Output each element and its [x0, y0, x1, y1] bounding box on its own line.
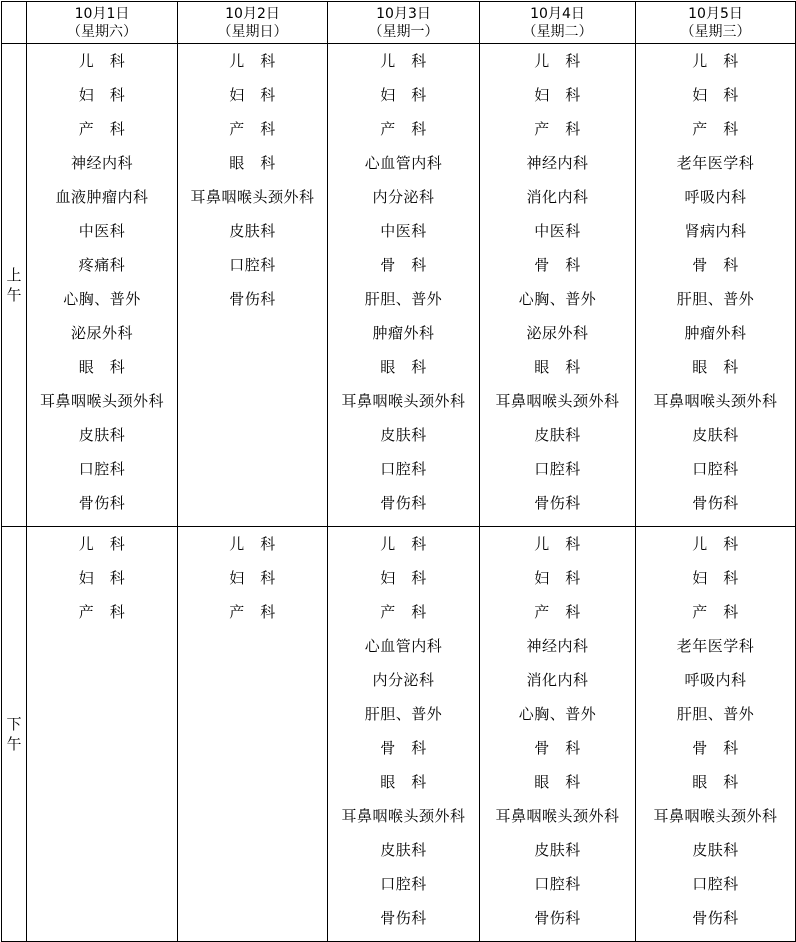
department-entry: 血液肿瘤内科	[55, 188, 149, 206]
department-entry: 骨 科	[534, 256, 581, 274]
department-entry: 骨伤科	[692, 494, 739, 512]
afternoon-cell-day-4	[480, 527, 636, 942]
department-entry: 消化内科	[526, 671, 589, 689]
department-entry: 产 科	[229, 120, 276, 138]
department-entry: 口腔科	[692, 875, 739, 893]
afternoon-row	[2, 527, 796, 942]
department-entry: 妇 科	[534, 86, 581, 104]
department-entry: 妇 科	[229, 569, 276, 587]
morning-cell-day-1	[27, 44, 178, 527]
department-entry: 神经内科	[70, 154, 133, 172]
department-entry: 妇 科	[692, 569, 739, 587]
day-weekday: （星期六）	[67, 23, 137, 40]
department-entry: 内分泌科	[372, 188, 435, 206]
department-entry: 妇 科	[380, 569, 427, 587]
department-entry: 耳鼻咽喉头颈外科	[653, 807, 778, 825]
department-entry: 骨 科	[534, 739, 581, 757]
department-entry: 老年医学科	[676, 154, 755, 172]
day-header-1	[27, 2, 178, 44]
department-entry: 妇 科	[78, 86, 126, 104]
department-entry: 耳鼻咽喉头颈外科	[341, 392, 466, 410]
department-entry: 眼 科	[534, 358, 581, 376]
department-entry: 眼 科	[692, 773, 739, 791]
period-label-afternoon	[2, 527, 27, 942]
department-entry: 眼 科	[380, 358, 427, 376]
department-entry: 皮肤科	[380, 841, 427, 859]
department-entry: 儿 科	[380, 535, 427, 553]
department-entry: 老年医学科	[676, 637, 755, 655]
department-entry: 中医科	[534, 222, 581, 240]
department-entry: 骨伤科	[380, 909, 427, 927]
day-weekday: （星期三）	[680, 23, 751, 40]
department-entry: 骨 科	[692, 256, 739, 274]
department-entry: 神经内科	[526, 154, 589, 172]
department-entry: 妇 科	[692, 86, 739, 104]
department-entry: 肿瘤外科	[372, 324, 435, 342]
period-char: 下	[6, 715, 22, 733]
department-entry: 儿 科	[229, 535, 276, 553]
department-entry: 产 科	[229, 603, 276, 621]
morning-cell-day-2	[178, 44, 328, 527]
department-entry: 肝胆、普外	[364, 290, 443, 308]
day-header-4	[480, 2, 636, 44]
period-label-morning	[2, 44, 27, 527]
department-entry: 眼 科	[534, 773, 581, 791]
department-entry: 眼 科	[692, 358, 739, 376]
day-header-5	[636, 2, 796, 44]
department-entry: 皮肤科	[229, 222, 276, 240]
department-entry: 儿 科	[692, 535, 739, 553]
department-entry: 耳鼻咽喉头颈外科	[495, 807, 620, 825]
department-entry: 妇 科	[380, 86, 427, 104]
department-entry: 呼吸内科	[684, 188, 747, 206]
department-entry: 骨 科	[380, 256, 427, 274]
department-entry: 皮肤科	[78, 426, 126, 444]
department-entry: 心胸、普外	[518, 705, 597, 723]
department-entry: 泌尿外科	[70, 324, 133, 342]
department-entry: 口腔科	[692, 460, 739, 478]
department-entry: 骨 科	[692, 739, 739, 757]
department-entry: 心胸、普外	[518, 290, 597, 308]
department-entry: 耳鼻咽喉头颈外科	[39, 392, 164, 410]
day-header-3	[328, 2, 480, 44]
department-entry: 耳鼻咽喉头颈外科	[190, 188, 315, 206]
department-entry: 肝胆、普外	[364, 705, 443, 723]
department-entry: 妇 科	[78, 569, 126, 587]
department-entry: 中医科	[380, 222, 427, 240]
department-entry: 骨伤科	[692, 909, 739, 927]
day-date: 10月5日	[688, 5, 743, 22]
department-entry: 妇 科	[229, 86, 276, 104]
department-entry: 耳鼻咽喉头颈外科	[495, 392, 620, 410]
department-entry: 妇 科	[534, 569, 581, 587]
department-entry: 骨 科	[380, 739, 427, 757]
department-entry: 心胸、普外	[63, 290, 141, 308]
day-date: 10月4日	[530, 5, 585, 22]
department-entry: 产 科	[692, 603, 739, 621]
department-entry: 儿 科	[534, 52, 581, 70]
day-weekday: （星期二）	[522, 23, 593, 40]
department-entry: 儿 科	[78, 52, 126, 70]
department-entry: 中医科	[78, 222, 126, 240]
department-entry: 内分泌科	[372, 671, 435, 689]
department-entry: 口腔科	[534, 875, 581, 893]
morning-cell-day-5	[636, 44, 796, 527]
department-entry: 肿瘤外科	[684, 324, 747, 342]
afternoon-cell-day-5	[636, 527, 796, 942]
department-entry: 儿 科	[78, 535, 126, 553]
department-entry: 消化内科	[526, 188, 589, 206]
day-date: 10月3日	[376, 5, 431, 22]
department-entry: 口腔科	[534, 460, 581, 478]
department-entry: 骨伤科	[380, 494, 427, 512]
period-char: 午	[6, 735, 22, 753]
morning-row	[2, 44, 796, 527]
day-date: 10月2日	[225, 5, 280, 22]
department-entry: 产 科	[534, 120, 581, 138]
afternoon-cell-day-3	[328, 527, 480, 942]
department-entry: 产 科	[692, 120, 739, 138]
department-entry: 呼吸内科	[684, 671, 747, 689]
department-entry: 骨伤科	[78, 494, 126, 512]
department-entry: 口腔科	[380, 460, 427, 478]
department-entry: 骨伤科	[534, 909, 581, 927]
department-entry: 骨伤科	[229, 290, 276, 308]
corner-cell	[2, 2, 27, 44]
department-entry: 产 科	[534, 603, 581, 621]
holiday-clinic-schedule-table	[1, 1, 796, 942]
department-entry: 皮肤科	[692, 426, 739, 444]
department-entry: 产 科	[380, 603, 427, 621]
period-char: 午	[6, 286, 22, 304]
department-entry: 肾病内科	[684, 222, 747, 240]
department-entry: 眼 科	[380, 773, 427, 791]
department-entry: 疼痛科	[78, 256, 126, 274]
department-entry: 儿 科	[692, 52, 739, 70]
department-entry: 耳鼻咽喉头颈外科	[653, 392, 778, 410]
department-entry: 儿 科	[380, 52, 427, 70]
department-entry: 神经内科	[526, 637, 589, 655]
department-entry: 肝胆、普外	[676, 705, 755, 723]
department-entry: 口腔科	[229, 256, 276, 274]
department-entry: 骨伤科	[534, 494, 581, 512]
morning-cell-day-4	[480, 44, 636, 527]
day-date: 10月1日	[74, 5, 130, 22]
department-entry: 心血管内科	[364, 637, 443, 655]
department-entry: 口腔科	[380, 875, 427, 893]
department-entry: 产 科	[380, 120, 427, 138]
department-entry: 儿 科	[229, 52, 276, 70]
afternoon-cell-day-2	[178, 527, 328, 942]
department-entry: 产 科	[78, 120, 126, 138]
department-entry: 产 科	[78, 603, 126, 621]
department-entry: 皮肤科	[534, 426, 581, 444]
department-entry: 肝胆、普外	[676, 290, 755, 308]
department-entry: 眼 科	[78, 358, 126, 376]
header-row	[2, 2, 796, 44]
department-entry: 口腔科	[78, 460, 126, 478]
day-header-2	[178, 2, 328, 44]
department-entry: 心血管内科	[364, 154, 443, 172]
day-weekday: （星期日）	[217, 23, 288, 40]
department-entry: 耳鼻咽喉头颈外科	[341, 807, 466, 825]
morning-cell-day-3	[328, 44, 480, 527]
department-entry: 皮肤科	[380, 426, 427, 444]
day-weekday: （星期一）	[368, 23, 439, 40]
period-char: 上	[6, 266, 22, 284]
department-entry: 皮肤科	[692, 841, 739, 859]
department-entry: 皮肤科	[534, 841, 581, 859]
department-entry: 儿 科	[534, 535, 581, 553]
afternoon-cell-day-1	[27, 527, 178, 942]
department-entry: 眼 科	[229, 154, 276, 172]
department-entry: 泌尿外科	[526, 324, 589, 342]
